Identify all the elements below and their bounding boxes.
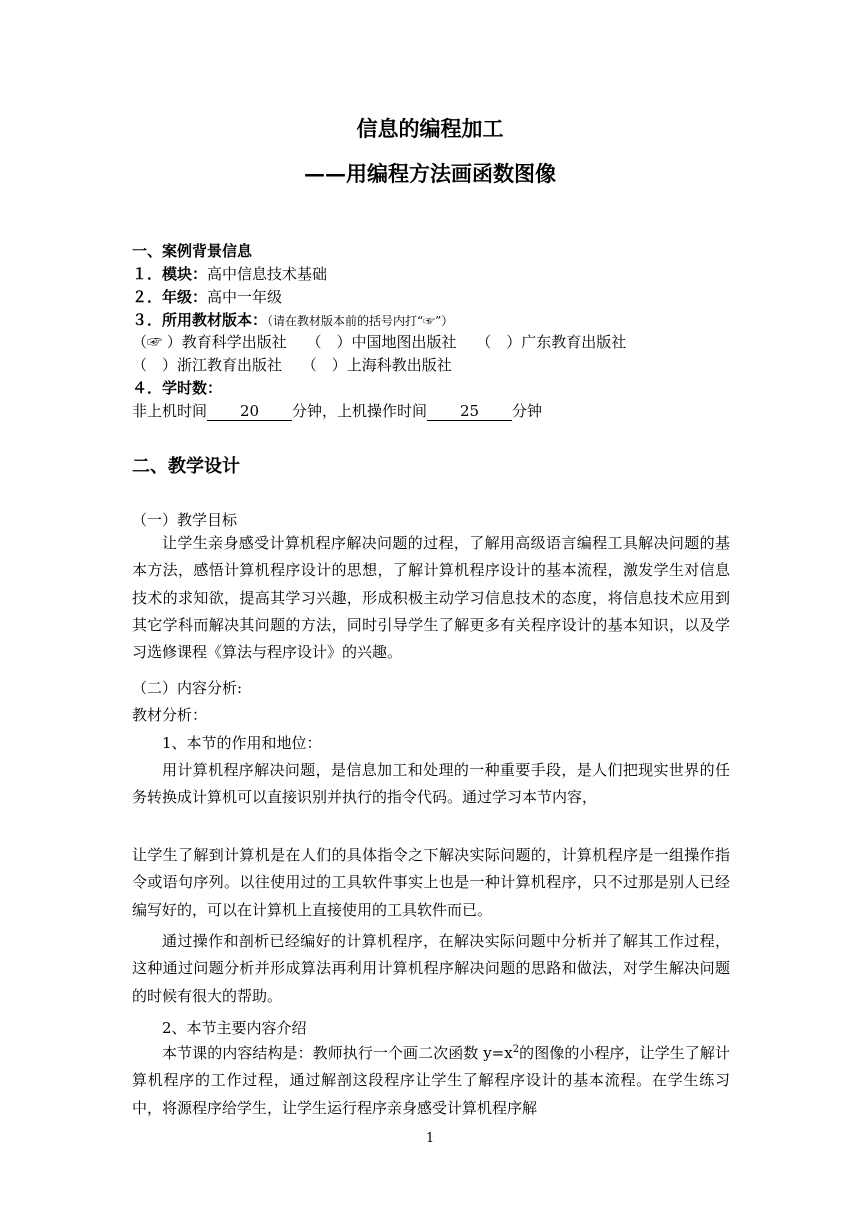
grade-label: ２．年级： [132,288,208,306]
module-line [132,263,327,284]
document-subtitle: ——用编程方法画函数图像 [304,161,556,186]
role-paragraph-1: 用计算机程序解决问题，是信息加工和处理的一种重要手段，是人们把现实世界的任务转换成计算机可以直接识别并执行的指令代码。通过学习本节内容， [132,761,730,807]
role-paragraph-3: 通过操作和剖析已经编好的计算机程序，在解决实际问题中分析并了解其工作过程，这种通过问题分析并形成算法再利用计算机程序解决问题的思路和做法，对学生解决问题的时候有很大的帮助。 [132,932,730,1005]
document-title: 信息的编程加工 [356,116,504,141]
hours-line [132,400,542,421]
hours-suffix: 分钟 [512,402,543,420]
goal-paragraph: 让学生亲身感受计算机程序解决问题的过程，了解用高级语言编程工具解决问题的基本方法，感悟计算机程序设计的思想，了解计算机程序设计的基本流程，激发学生对信息技术的求知欲，提高其学习兴趣，形成积极主动学习信息技术的态度，将信息技术应用到其它学科而解决其问题的方法，同时引导学生了解更多有关程序设计的基本知识，以及学习选修课程《算法与程序设计》的兴趣。 [132,534,730,662]
material-heading: 教材分析： [132,706,208,724]
section2-heading: 二、教学设计 [132,456,240,477]
offline-minutes: 20 [207,403,292,421]
exponent: 2 [512,1044,520,1055]
textbook-line [132,309,453,330]
textbook-label: ３．所用教材版本： [132,311,268,329]
grade-line [132,286,282,307]
hours-prefix: 非上机时间 [132,402,208,420]
role-heading: 1、本节的作用和地位： [162,734,322,752]
module-label: １．模块： [132,265,208,283]
section1-heading: 一、案例背景信息 [132,242,253,260]
hours-mid: 分钟，上机操作时间 [292,402,428,420]
publishers-row-2: （ ）浙江教育出版社 （ ）上海科教出版社 [132,356,452,374]
textbook-note: （请在教材版本前的括号内打“☞”） [267,314,454,328]
main-text-a: 本节课的内容结构是：教师执行一个画二次函数 y=x [162,1044,513,1062]
main-content-paragraph [132,1040,730,1122]
goal-heading: （一）教学目标 [132,511,238,529]
main-text-b: 的图像的小程序，让学生了解计算机程序的工作过程，通过解剖这段程序让学生了解程序设计的基本流程。在学生练习中，将源程序给学生，让学生运行程序亲身感受计算机程序解 [132,1044,730,1117]
publishers-row-1: （☞ ）教育科学出版社 （ ）中国地图出版社 （ ）广东教育出版社 [132,333,627,351]
hours-label: ４．学时数： [132,379,223,397]
main-content-heading: 2、本节主要内容介绍 [162,1019,307,1037]
page-number: 1 [425,1131,435,1146]
grade-value: 高中一年级 [207,288,283,306]
online-minutes: 25 [427,403,512,421]
content-heading: （二）内容分析: [132,679,243,697]
role-paragraph-2: 让学生了解到计算机是在人们的具体指令之下解决实际问题的，计算机程序是一组操作指令或语句序列。以往使用过的工具软件事实上也是一种计算机程序，只不过那是别人已经编写好的，可以在计算机上直接使用的工具软件而已。 [132,846,730,919]
module-value: 高中信息技术基础 [207,265,328,283]
